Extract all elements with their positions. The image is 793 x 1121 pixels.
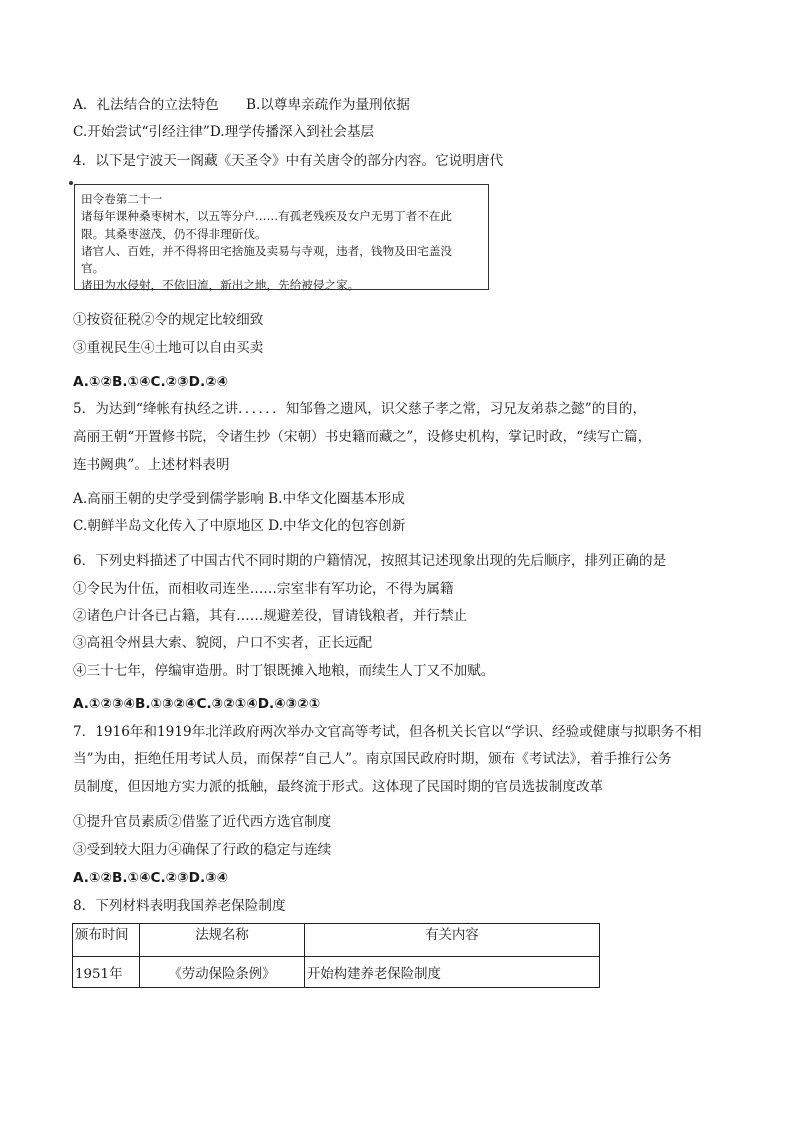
q5-stem-line: 高丽王朝“开置修书院，令诸生抄（宋朝）书史籍而藏之”，设修史机构，掌记时政，“续写亡篇， [73, 429, 652, 445]
q7-stem-line: 当”为由，拒绝任用考试人员，而保荐“自己人”。南京国民政府时期，颁布《考试法》，着手推行公务 [73, 751, 672, 767]
q4-stem: 4．以下是宁波天一阁藏《天圣令》中有关唐令的部分内容。它说明唐代 [73, 153, 504, 169]
q6-item: ②诸色户计各已占籍，其有……规避差役，冒请钱粮者，并行禁止 [73, 608, 468, 624]
pension-table [72, 923, 600, 988]
q7-item: ③受到较大阻力④确保了行政的稳定与连续 [73, 842, 332, 858]
table-cell: 开始构建养老保险制度 [305, 957, 600, 988]
q4-options: A.①②B.①④C.②③D.②④ [73, 374, 229, 390]
q3-option-a: A．礼法结合的立法特色 [73, 97, 219, 113]
header-cell: 颁布时间 [73, 924, 140, 957]
q6-stem: 6．下列史料描述了中国古代不同时期的户籍情况，按照其记述现象出现的先后顺序，排列正确的是 [73, 553, 667, 569]
header-cell: 有关内容 [305, 924, 600, 957]
q6-options: A.①②③④B.①③②④C.③②①④D.④③②① [73, 696, 321, 712]
box-line: 诸每年课种桑枣树木，以五等分户……有孤老残疾及女户无男丁者不在此 [81, 209, 453, 224]
q3-option-cd: C.开始尝试“引经注律”D.理学传播深入到社会基层 [73, 124, 375, 140]
box-line: 田令卷第二十一 [81, 192, 163, 206]
q7-options: A.①②B.①④C.②③D.③④ [73, 870, 229, 886]
q4-item: ①按资征税②令的规定比较细致 [73, 312, 264, 328]
q5-stem-line: 5．为达到“绛帐有执经之讲．．．．．．知邹鲁之遗风，识父慈子孝之常，习兄友弟恭之懿”的目的， [73, 401, 647, 417]
header-cell: 法规名称 [140, 924, 305, 957]
box-marker [69, 181, 73, 185]
table-cell: 1951年 [73, 957, 140, 988]
q5-option-ab: A.高丽王朝的史学受到儒学影响 B.中华文化圈基本形成 [73, 491, 405, 507]
q6-item: ①令民为什伍，而相收司连坐……宗室非有军功论，不得为属籍 [73, 581, 454, 597]
q8-stem: 8．下列材料表明我国养老保险制度 [73, 898, 286, 914]
q4-item: ③重视民生④土地可以自由买卖 [73, 340, 264, 356]
q5-option-cd: C.朝鲜半岛文化传入了中原地区 D.中华文化的包容创新 [73, 518, 406, 534]
table-header-row [73, 924, 600, 957]
q4-source-box [74, 184, 489, 293]
q3-option-b: B.以尊卑亲疏作为量刑依据 [246, 97, 410, 113]
box-line: 诸田为水侵射，不依旧流，新出之地，先给被侵之家。 [81, 278, 360, 293]
q7-item: ①提升官员素质②借鉴了近代西方选官制度 [73, 814, 332, 830]
q6-item: ③高祖令州县大索、貌阅，户口不实者，正长远配 [73, 635, 373, 651]
box-line: 官。 [81, 261, 105, 276]
q7-stem-line: 7．1916年和1919年北洋政府两次举办文官高等考试，但各机关长官以“学识、经验或健康与拟职务不相 [73, 724, 702, 740]
q7-stem-line: 员制度，但因地方实力派的抵触，最终流于形式。这体现了民国时期的官员选拔制度改革 [73, 779, 604, 795]
table-row [73, 957, 600, 988]
box-line: 诸官人、百姓，并不得将田宅捨施及卖易与寺观，违者，钱物及田宅盖没 [81, 243, 453, 258]
q6-item: ④三十七年，停编审造册。时丁银既摊入地粮，而续生人丁又不加赋。 [73, 663, 495, 679]
box-line: 限。其桑枣滋茂，仍不得非理斫伐。 [81, 226, 267, 241]
q5-stem-line: 连书阙典”。上述材料表明 [73, 457, 230, 473]
table-cell: 《劳动保险条例》 [140, 957, 305, 988]
